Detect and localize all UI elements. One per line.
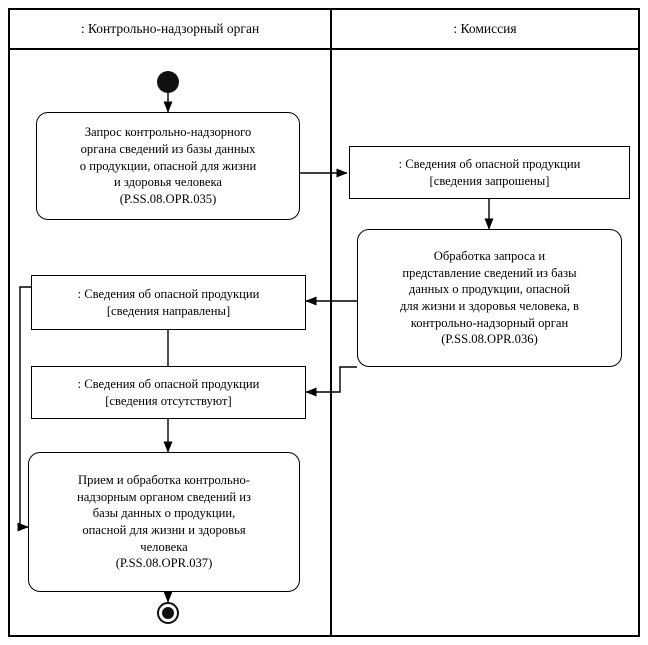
- lane-title-commission: : Комиссия: [453, 21, 517, 36]
- activity-request-line-2: органа сведений из базы данных: [80, 142, 256, 157]
- activity-processing-commission[interactable]: [357, 229, 622, 367]
- object-requested-line-1: : Сведения об опасной продукции: [398, 156, 581, 171]
- activity-receive-line-5: человека: [140, 539, 188, 554]
- object-absent-line-1: : Сведения об опасной продукции: [77, 376, 260, 391]
- activity-receive-line-3: базы данных о продукции,: [92, 506, 236, 521]
- object-node-info-sent[interactable]: [31, 275, 306, 330]
- initial-node: [157, 71, 179, 93]
- activity-receive-line-4: опасной для жизни и здоровья: [82, 523, 246, 537]
- activity-receive-supervisory-body[interactable]: [28, 452, 300, 592]
- lane-title-supervisory-body: : Контрольно-надзорный орган: [80, 21, 260, 36]
- activity-processing-line-4: для жизни и здоровья человека, в: [400, 299, 579, 313]
- activity-processing-line-6: (P.SS.08.OPR.036): [441, 332, 538, 347]
- object-sent-line-2: [сведения направлены]: [106, 303, 231, 318]
- activity-request-line-1: Запрос контрольно-надзорного: [84, 125, 252, 140]
- activity-processing-line-1: Обработка запроса и: [433, 249, 546, 264]
- activity-receive-line-2: надзорным органом сведений из: [77, 489, 251, 504]
- activity-request-line-3: о продукции, опасной для жизни: [79, 158, 257, 173]
- final-node: [157, 602, 179, 624]
- object-node-info-absent[interactable]: [31, 366, 306, 419]
- activity-request-line-4: и здоровья человека: [113, 175, 223, 190]
- activity-request-line-5: (P.SS.08.OPR.035): [119, 191, 217, 206]
- object-sent-line-1: : Сведения об опасной продукции: [77, 286, 260, 301]
- edge-processing-to-object-absent: [306, 367, 357, 392]
- activity-request-supervisory-body[interactable]: [36, 112, 300, 220]
- object-requested-line-2: [сведения запрошены]: [429, 173, 550, 188]
- object-absent-line-2: [сведения отсутствуют]: [105, 393, 232, 408]
- activity-receive-line-1: Прием и обработка контрольно-: [78, 473, 250, 488]
- activity-processing-line-5: контрольно-надзорный орган: [410, 315, 569, 330]
- activity-receive-line-6: (P.SS.08.OPR.037): [115, 556, 213, 571]
- object-node-info-requested[interactable]: [349, 146, 630, 199]
- activity-processing-line-2: представление сведений из базы: [402, 265, 577, 280]
- activity-processing-line-3: данных о продукции, опасной: [408, 282, 571, 297]
